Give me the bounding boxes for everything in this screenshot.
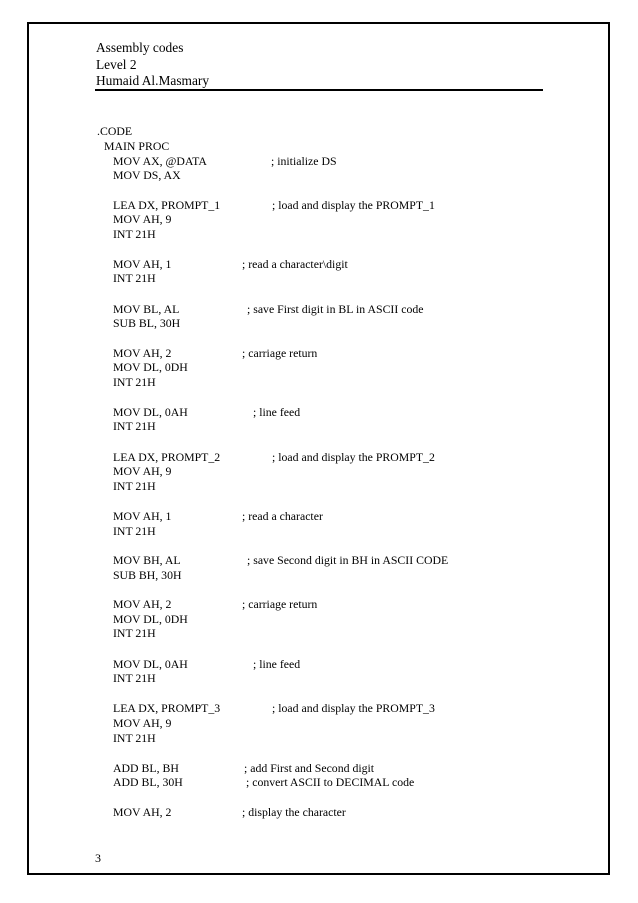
code-line: SUB BH, 30H xyxy=(113,568,182,582)
code-comment: ; load and display the PROMPT_1 xyxy=(272,198,435,212)
code-line: MOV DL, 0AH xyxy=(113,657,188,671)
code-comment: ; line feed xyxy=(253,657,301,671)
proc-declaration: MAIN PROC xyxy=(104,139,170,153)
code-line: MOV BL, AL xyxy=(113,302,180,316)
code-line: MOV DL, 0DH xyxy=(113,360,188,374)
code-line: MOV DL, 0DH xyxy=(113,612,188,626)
code-line: INT 21H xyxy=(113,626,156,640)
code-line: MOV AH, 9 xyxy=(113,716,172,730)
code-line: INT 21H xyxy=(113,731,156,745)
code-line: MOV AX, @DATA xyxy=(113,154,207,168)
code-line: MOV BH, AL xyxy=(113,553,181,567)
code-comment: ; carriage return xyxy=(242,597,318,611)
code-line: ADD BL, 30H xyxy=(113,775,183,789)
code-line: INT 21H xyxy=(113,375,156,389)
code-line: MOV AH, 1 xyxy=(113,257,172,271)
code-line: MOV AH, 2 xyxy=(113,805,172,819)
code-comment: ; load and display the PROMPT_3 xyxy=(272,701,435,715)
header-level: Level 2 xyxy=(96,56,137,72)
code-comment: ; save Second digit in BH in ASCII CODE xyxy=(247,553,449,567)
code-comment: ; display the character xyxy=(242,805,346,819)
code-comment: ; line feed xyxy=(253,405,301,419)
code-segment-directive: .CODE xyxy=(97,124,133,138)
code-line: INT 21H xyxy=(113,227,156,241)
code-line: SUB BL, 30H xyxy=(113,316,181,330)
code-line: INT 21H xyxy=(113,524,156,538)
code-line: INT 21H xyxy=(113,271,156,285)
code-line: LEA DX, PROMPT_2 xyxy=(113,450,221,464)
code-line: INT 21H xyxy=(113,419,156,433)
code-line: MOV AH, 9 xyxy=(113,464,172,478)
code-comment: ; read a character\digit xyxy=(242,257,348,271)
code-line: LEA DX, PROMPT_1 xyxy=(113,198,221,212)
code-comment: ; load and display the PROMPT_2 xyxy=(272,450,435,464)
code-line: MOV AH, 9 xyxy=(113,212,172,226)
code-comment: ; initialize DS xyxy=(271,154,337,168)
code-comment: ; add First and Second digit xyxy=(244,761,375,775)
code-line: MOV AH, 2 xyxy=(113,346,172,360)
code-line: MOV AH, 2 xyxy=(113,597,172,611)
code-line: ADD BL, BH xyxy=(113,761,179,775)
code-comment: ; carriage return xyxy=(242,346,318,360)
code-line: LEA DX, PROMPT_3 xyxy=(113,701,221,715)
code-line: MOV AH, 1 xyxy=(113,509,172,523)
header-author: Humaid Al.Masmary xyxy=(96,73,210,88)
code-line: MOV DS, AX xyxy=(113,168,181,182)
code-comment: ; convert ASCII to DECIMAL code xyxy=(246,775,415,789)
code-line: INT 21H xyxy=(113,671,156,685)
page-number: 3 xyxy=(95,851,101,865)
code-line: INT 21H xyxy=(113,479,156,493)
header-title: Assembly codes xyxy=(96,40,184,55)
code-line: MOV DL, 0AH xyxy=(113,405,188,419)
code-comment: ; save First digit in BL in ASCII code xyxy=(247,302,424,316)
code-comment: ; read a character xyxy=(242,509,323,523)
